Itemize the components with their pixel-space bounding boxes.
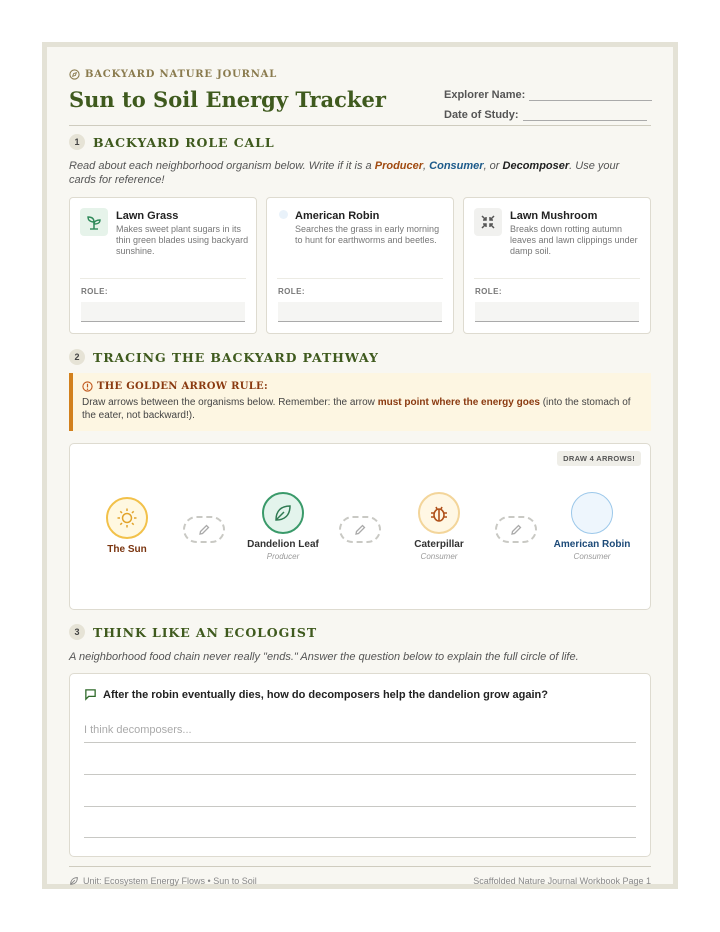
food-chain-diagram bbox=[69, 443, 651, 610]
section-title: THINK LIKE AN ECOLOGIST bbox=[93, 624, 318, 640]
rule-text: Draw arrows between the organisms below. Remember: the arrow must point where the energy goes (into the stomach of the eater, not backward!). bbox=[82, 397, 631, 421]
footer-divider bbox=[69, 866, 651, 867]
section-3-header bbox=[69, 624, 317, 640]
role-input[interactable] bbox=[81, 302, 245, 322]
divider bbox=[474, 278, 640, 279]
role-label: ROLE: bbox=[475, 287, 502, 296]
organism-description: Makes sweet plant sugars in its thin green blades using backyard sunshine. bbox=[116, 224, 249, 256]
leaf-icon bbox=[262, 492, 304, 534]
organism-card bbox=[69, 197, 257, 334]
footer-unit: Unit: Ecosystem Energy Flows • Sun to Soil bbox=[83, 876, 257, 886]
divider bbox=[277, 278, 443, 279]
section-1-intro: Read about each neighborhood organism below. Write if it is a Producer, Consumer, or Decomposer. Use your cards for reference! bbox=[69, 160, 620, 186]
answer-placeholder[interactable]: I think decomposers... bbox=[84, 724, 192, 736]
answer-line[interactable] bbox=[84, 806, 636, 807]
organism-node bbox=[394, 492, 484, 561]
pencil-icon bbox=[509, 523, 523, 537]
decomposer-term: Decomposer bbox=[502, 160, 570, 172]
sun-icon bbox=[106, 497, 148, 539]
page-title: Sun to Soil Energy Tracker bbox=[69, 87, 386, 112]
organism-name: Lawn Mushroom bbox=[510, 210, 598, 222]
organism-name: The Sun bbox=[107, 544, 147, 555]
alert-icon bbox=[82, 381, 93, 392]
date-of-study-label: Date of Study: bbox=[444, 109, 519, 121]
arrow-slot[interactable] bbox=[495, 516, 537, 543]
section-number: 2 bbox=[69, 349, 85, 365]
organism-node bbox=[82, 497, 172, 555]
organism-node bbox=[238, 492, 328, 561]
question-text: After the robin eventually dies, how do decomposers help the dandelion grow again? bbox=[103, 688, 548, 701]
bug-icon bbox=[418, 492, 460, 534]
kicker-text: BACKYARD NATURE JOURNAL bbox=[85, 69, 278, 80]
answer-line[interactable] bbox=[84, 742, 636, 743]
organism-description: Searches the grass in early morning to hunt for earthworms and beetles. bbox=[295, 224, 440, 245]
explorer-name-label: Explorer Name: bbox=[444, 89, 526, 101]
section-number: 1 bbox=[69, 134, 85, 150]
organism-node bbox=[547, 492, 637, 561]
student-info bbox=[444, 81, 652, 121]
organism-card bbox=[266, 197, 454, 334]
organism-name: American Robin bbox=[295, 210, 380, 222]
footer-page: Scaffolded Nature Journal Workbook Page 1 bbox=[473, 876, 651, 886]
shrink-arrows-icon bbox=[474, 208, 502, 236]
header-divider bbox=[69, 125, 651, 126]
organism-card bbox=[463, 197, 651, 334]
question-box bbox=[69, 673, 651, 857]
organism-name: Lawn Grass bbox=[116, 210, 179, 222]
organism-type: Consumer bbox=[420, 552, 458, 561]
date-of-study-field[interactable] bbox=[523, 109, 647, 121]
organism-name: Caterpillar bbox=[414, 539, 464, 550]
arrow-slot[interactable] bbox=[339, 516, 381, 543]
organism-description: Breaks down rotting autumn leaves and lawn clippings under damp soil. bbox=[510, 224, 638, 256]
organism-name: Dandelion Leaf bbox=[247, 539, 319, 550]
bird-icon bbox=[571, 492, 613, 534]
answer-line[interactable] bbox=[84, 837, 636, 838]
producer-term: Producer bbox=[374, 160, 424, 172]
role-label: ROLE: bbox=[278, 287, 305, 296]
arrow-slot[interactable] bbox=[183, 516, 225, 543]
worksheet-page bbox=[42, 42, 678, 889]
role-input[interactable] bbox=[278, 302, 442, 322]
sprout-icon bbox=[80, 208, 108, 236]
draw-arrows-badge: DRAW 4 ARROWS! bbox=[557, 451, 641, 466]
section-title: TRACING THE BACKYARD PATHWAY bbox=[93, 349, 379, 365]
role-input[interactable] bbox=[475, 302, 639, 322]
organism-type: Producer bbox=[266, 552, 300, 561]
organism-type: Consumer bbox=[573, 552, 611, 561]
section-3-intro: A neighborhood food chain never really "ends." Answer the question below to explain the full circle of life. bbox=[69, 651, 579, 663]
section-1-header bbox=[69, 134, 275, 150]
compass-icon bbox=[69, 69, 80, 80]
pencil-icon bbox=[353, 523, 367, 537]
journal-kicker bbox=[69, 69, 277, 80]
section-title: BACKYARD ROLE CALL bbox=[93, 134, 275, 150]
consumer-term: Consumer bbox=[429, 160, 484, 172]
answer-line[interactable] bbox=[84, 774, 636, 775]
pencil-icon bbox=[197, 523, 211, 537]
leaf-icon bbox=[69, 876, 79, 886]
divider bbox=[80, 278, 246, 279]
speech-bubble-icon bbox=[84, 688, 97, 701]
section-number: 3 bbox=[69, 624, 85, 640]
golden-arrow-rule-callout bbox=[69, 373, 651, 431]
footer bbox=[69, 876, 651, 886]
organism-name: American Robin bbox=[553, 539, 631, 550]
rule-title: THE GOLDEN ARROW RULE: bbox=[97, 381, 268, 392]
explorer-name-field[interactable] bbox=[529, 89, 652, 101]
section-2-header bbox=[69, 349, 379, 365]
role-label: ROLE: bbox=[81, 287, 108, 296]
